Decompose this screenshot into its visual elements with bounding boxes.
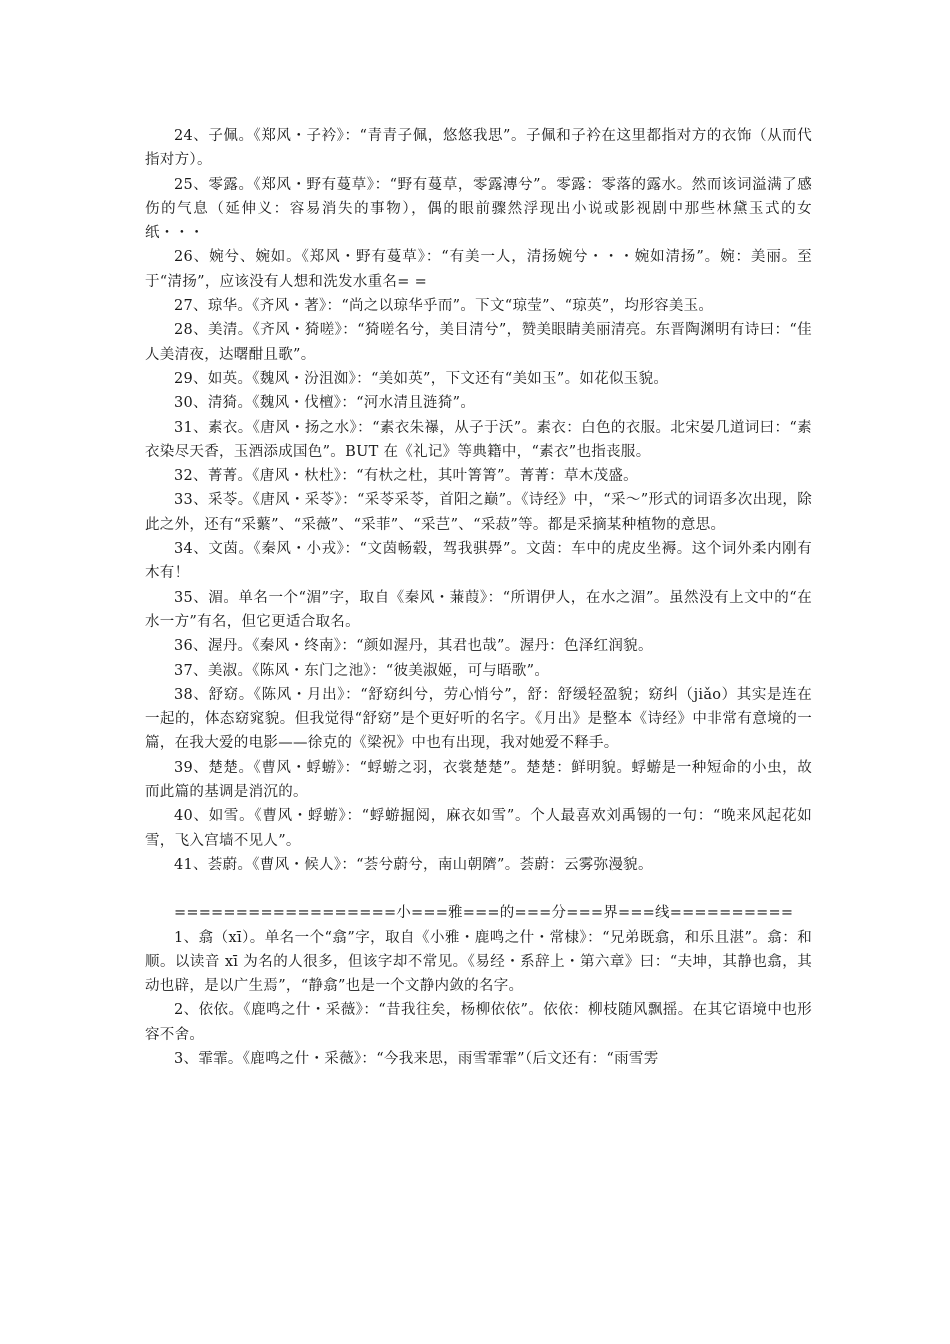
entry-40: 40、如雪。《曹风・蜉蝣》：“蜉蝣掘阅，麻衣如雪”。个人最喜欢刘禹锡的一句：“晚来风起花如雪，飞入宫墙不见人”。 [145,808,812,849]
entry-25: 25、零露。《郑风・野有蔓草》：“野有蔓草，零露漙兮”。零露：零落的露水。然而该词溢满了感伤的气息（延伸义：容易消失的事物），偶的眼前骤然浮现出小说或影视剧中那些林黛玉式的女纸・・・ [145,176,812,242]
section-divider: ==================小===雅===的===分===界===线========== [174,905,794,922]
entry-27: 27、琼华。《齐风・著》：“尚之以琼华乎而”。下文“琼莹”、“琼英”，均形容美玉。 [174,298,714,315]
xiaoya-entry-1: 1、翕（xī）。单名一个“翕”字，取自《小雅・鹿鸣之什・常棣》：“兄弟既翕，和乐且湛”。翕：和顺。以读音 xī 为名的人很多，但该字却不常见。《易经・系辞上・第六章》曰：“夫坤，其静也翕，其动也辟，是以广生焉”，“静翕”也是一个文静内敛的名字。 [145,929,812,995]
entry-34: 34、文茵。《秦风・小戎》：“文茵畅毂，驾我骐馵”。文茵：车中的虎皮坐褥。这个词外柔内刚有木有！ [145,541,812,582]
entry-38: 38、舒窈。《陈风・月出》：“舒窈纠兮，劳心悄兮”，舒：舒缓轻盈貌；窈纠（jiǎo）其实是连在一起的，体态窈窕貌。但我觉得“舒窈”是个更好听的名字。《月出》是整本《诗经》中非常有意境的一篇，在我大爱的电影——徐克的《梁祝》中也有出现，我对她爱不释手。 [145,686,812,752]
entry-32: 32、菁菁。《唐风・杕杜》：“有杕之杜，其叶箐箐”。菁菁：草木茂盛。 [174,468,638,485]
xiaoya-entry-3: 3、霏霏。《鹿鸣之什・采薇》：“今我来思，雨雪霏霏”（后文还有：“雨雪雱 [174,1050,659,1067]
entry-39: 39、楚楚。《曹风・蜉蝣》：“蜉蝣之羽，衣裳楚楚”。楚楚：鲜明貌。蜉蝣是一种短命的小虫，故而此篇的基调是消沉的。 [145,759,812,801]
entry-30: 30、清猗。《魏风・伐檀》：“河水清且涟猗”。 [174,395,476,412]
entry-31: 31、素衣。《唐风・扬之水》：“素衣朱襮，从子于沃”。素衣：白色的衣服。北宋晏几道词曰：“素衣染尽天香，玉酒添成国色”。BUT 在《礼记》等典籍中，“素衣”也指丧服。 [145,419,812,460]
entry-37: 37、美淑。《陈风・东门之池》：“彼美淑姬，可与晤歌”。 [174,662,550,679]
entry-29: 29、如英。《魏风・汾沮洳》：“美如英”，下文还有“美如玉”。如花似玉貌。 [174,370,669,387]
entry-33: 33、采苓。《唐风・采苓》：“采苓采苓，首阳之巅”。《诗经》中，“采～”形式的词语多次出现，除此之外，还有“采蘩”、“采薇”、“采菲”、“采芑”、“采菽”等。都是采摘某种植物的意思。 [145,492,812,533]
section-gap [145,877,812,901]
entry-26: 26、婉兮、婉如。《郑风・野有蔓草》：“有美一人，清扬婉兮・・・婉如清扬”。婉：美丽。至于“清扬”，应该没有人想和洗发水重名= = [145,249,812,290]
entry-35: 35、湄。单名一个“湄”字，取自《秦风・蒹葭》：“所谓伊人，在水之湄”。虽然没有上文中的“在水一方”有名，但它更适合取名。 [145,589,812,630]
entry-28: 28、美清。《齐风・猗嗟》：“猗嗟名兮，美目清兮”，赞美眼睛美丽清亮。东晋陶渊明有诗曰：“佳人美清夜，达曙酣且歌”。 [145,322,812,363]
entry-24: 24、子佩。《郑风・子衿》：“青青子佩，悠悠我思”。子佩和子衿在这里都指对方的衣饰（从而代指对方）。 [145,128,812,169]
document-page [145,124,812,1071]
entry-36: 36、渥丹。《秦风・终南》：“颜如渥丹，其君也哉”。渥丹：色泽红润貌。 [174,638,653,655]
xiaoya-entry-2: 2、依依。《鹿鸣之什・采薇》：“昔我往矣，杨柳依依”。依依：柳枝随风飘摇。在其它语境中也形容不舍。 [145,1002,812,1043]
entry-41: 41、荟蔚。《曹风・候人》：“荟兮蔚兮，南山朝隮”。荟蔚：云雾弥漫貌。 [174,856,653,873]
